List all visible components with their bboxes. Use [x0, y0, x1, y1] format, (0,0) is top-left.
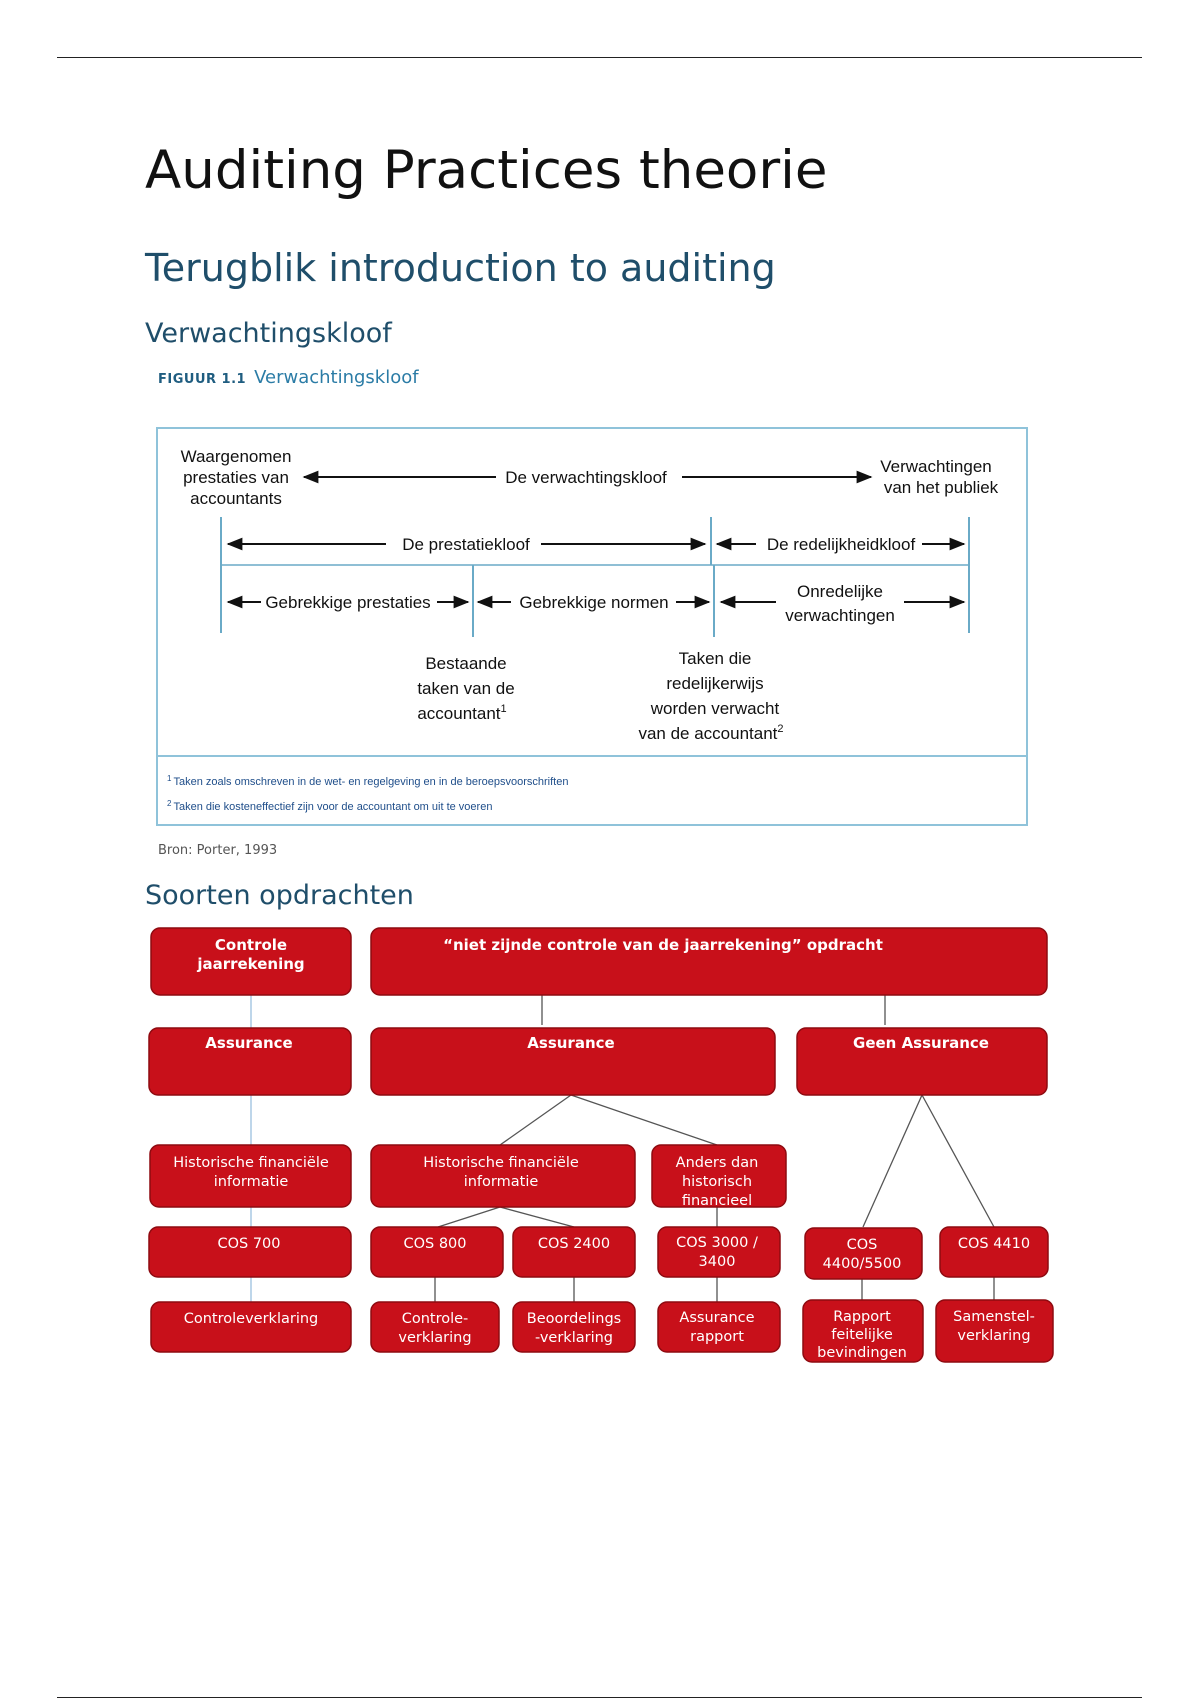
sup-2: 2 [777, 723, 784, 735]
footnote-2: $^2$ Taken die kosteneffectief zijn voor de accountant om uit te voeren [167, 799, 493, 813]
label-assurance-left: Assurance [205, 1034, 293, 1052]
unreasonable-line-2: verwachtingen [785, 606, 895, 625]
label-cos3000-1: COS 3000 / [676, 1235, 758, 1251]
expected-duties-line-1: Taken die [678, 649, 752, 668]
footer-rule [57, 1697, 1142, 1698]
label-beoordelings-1: Beoordelings [526, 1311, 622, 1327]
existing-duties-line-1: Bestaande [425, 654, 507, 673]
label-beoordelings-2: -verklaring [534, 1330, 614, 1346]
label-niet-controle: “niet zijnde controle van de jaarrekening” opdracht [443, 936, 883, 954]
figure-caption [158, 367, 419, 388]
label-cos2400: COS 2400 [537, 1236, 611, 1252]
label-rapport-3: bevindingen [817, 1345, 907, 1361]
label-hist-mid-1: Historische financiële [423, 1155, 579, 1171]
label-hist-left-1: Historische financiële [173, 1155, 329, 1171]
sup-1: 1 [500, 703, 507, 715]
right-label-line-2: van het publiek [883, 478, 999, 497]
label-anders-1: Anders dan [675, 1155, 759, 1171]
document-title: Auditing Practices theorie [145, 140, 828, 201]
label-cos4400-1: COS [846, 1237, 878, 1253]
box-cos4410 [940, 1227, 1048, 1277]
label-anders-3: financieel [681, 1193, 753, 1209]
label-anders-2: historisch [681, 1174, 753, 1190]
label-samenstel-2: verklaring [957, 1328, 1031, 1344]
label-hist-mid-2: informatie [463, 1174, 539, 1190]
label-rapport-1: Rapport [833, 1309, 891, 1325]
figure-caption-text: Verwachtingskloof [254, 367, 419, 388]
label-controle-1: Controle [214, 936, 288, 954]
expected-duties-line-3: worden verwacht [650, 699, 780, 718]
label-cos4410: COS 4410 [957, 1236, 1031, 1252]
label-controle-verklaring-1: Controle- [401, 1311, 469, 1327]
box-cos2400 [513, 1227, 635, 1277]
reasonableness-gap-label: De redelijkheidkloof [766, 535, 916, 554]
label-controle-verklaring-2: verklaring [398, 1330, 472, 1346]
deficient-standards-label: Gebrekkige normen [519, 593, 669, 612]
box-cos700 [149, 1227, 351, 1277]
label-cos4400-2: 4400/5500 [822, 1256, 902, 1272]
box-controleverklaring [151, 1302, 351, 1352]
subsection-heading-soorten-opdrachten: Soorten opdrachten [145, 880, 414, 911]
footnote-1: $^1$ Taken zoals omschreven in de wet- en regelgeving en in de beroepsvoorschriften [167, 774, 569, 788]
left-label-line-2: prestaties van [183, 468, 289, 487]
engagement-types-chart [145, 925, 1060, 1370]
right-label-line-1: Verwachtingen [880, 457, 992, 476]
label-cos3000-2: 3400 [698, 1254, 736, 1270]
label-samenstel-1: Samenstel- [953, 1309, 1035, 1325]
label-geen-assurance: Geen Assurance [853, 1034, 989, 1052]
figure-source: Bron: Porter, 1993 [158, 843, 278, 858]
subsection-heading-verwachtingskloof: Verwachtingskloof [145, 318, 392, 349]
performance-gap-label: De prestatiekloof [402, 535, 530, 554]
box-cos800 [371, 1227, 503, 1277]
expected-duties-line-4: van de accountant$^2$ [638, 723, 784, 743]
unreasonable-line-1: Onredelijke [797, 582, 883, 601]
existing-duties-line-3: accountant$^1$ [417, 703, 507, 723]
expected-duties-line-2: redelijkerwijs [666, 674, 764, 693]
label-assurance-rapport-1: Assurance [679, 1310, 755, 1326]
deficient-performance-label: Gebrekkige prestaties [265, 593, 431, 612]
left-label-line-3: accountants [190, 489, 282, 508]
expectation-gap-diagram [156, 427, 1028, 827]
section-heading: Terugblik introduction to auditing [145, 246, 776, 290]
gap-label: De verwachtingskloof [505, 468, 667, 487]
label-assurance-mid: Assurance [527, 1034, 615, 1052]
label-cos800: COS 800 [403, 1236, 467, 1252]
label-controle-2: jaarrekening [197, 955, 305, 973]
label-rapport-2: feitelijke [831, 1327, 893, 1343]
label-controleverklaring: Controleverklaring [183, 1311, 319, 1327]
figure-number: FIGUUR 1.1 [158, 372, 247, 387]
label-cos700: COS 700 [217, 1236, 281, 1252]
label-assurance-rapport-2: rapport [690, 1329, 744, 1345]
existing-duties-line-2: taken van de [417, 679, 515, 698]
label-hist-left-2: informatie [213, 1174, 289, 1190]
header-rule [57, 57, 1142, 58]
left-label-line-1: Waargenomen [180, 447, 292, 466]
